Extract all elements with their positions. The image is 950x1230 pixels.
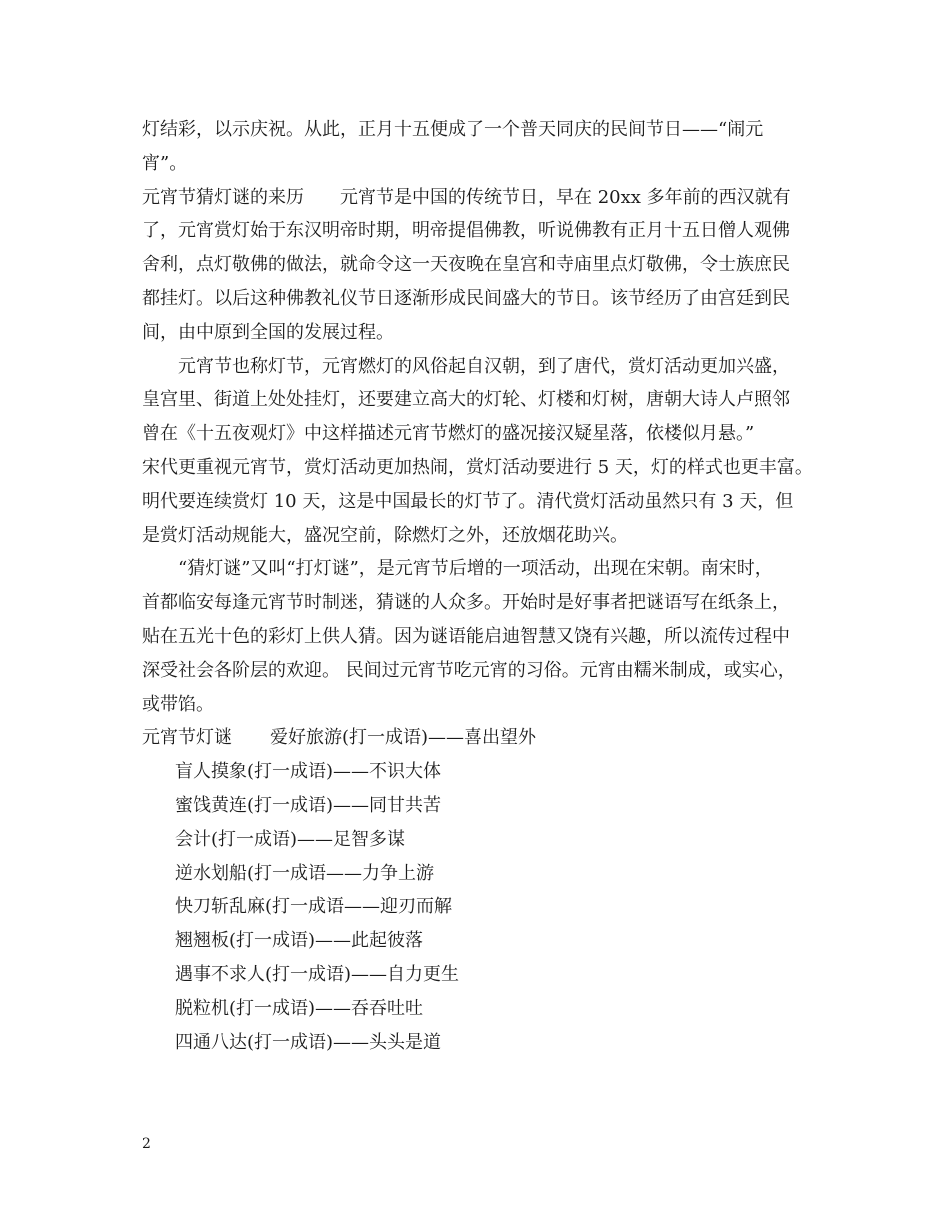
riddle-item: 爱好旅游(打一成语)——喜出望外 xyxy=(270,727,537,749)
riddle-item: 盲人摸象(打一成语)——不识大体 xyxy=(175,761,442,783)
riddle-item: 快刀斩乱麻(打一成语——迎刃而解 xyxy=(175,896,453,918)
document-body xyxy=(142,113,827,1059)
text-line: 灯结彩，以示庆祝。从此，正月十五便成了一个普天同庆的民间节日——“闹元 xyxy=(142,119,764,140)
riddle-item: 蜜饯黄连(打一成语)——同甘共苦 xyxy=(175,794,442,816)
text-line: 明代要连续赏灯 10 天，这是中国最长的灯节了。清代赏灯活动虽然只有 3 天，但 xyxy=(142,490,794,512)
text-line: 宵”。 xyxy=(142,152,188,174)
text-line: 是赏灯活动规能大，盛况空前，除燃灯之外，还放烟花助兴。 xyxy=(142,524,628,546)
riddle-item: 翘翘板(打一成语)——此起彼落 xyxy=(175,930,424,952)
text-line: 舍利，点灯敬佛的做法，就命令这一天夜晚在皇宫和寺庙里点灯敬佛，令士族庶民 xyxy=(142,254,790,276)
riddles-heading: 元宵节灯谜 xyxy=(142,727,232,749)
text-line: 曾在《十五夜观灯》中这样描述元宵节燃灯的盛况接汉疑星落，依楼似月悬。” xyxy=(142,423,755,445)
text-line: 或带馅。 xyxy=(142,693,214,715)
text-line: 首都临安每逢元宵节时制迷，猜谜的人众多。开始时是好事者把谜语写在纸条上， xyxy=(142,592,790,614)
riddle-item: 逆水划船(打一成语——力争上游 xyxy=(175,862,435,884)
text-line: 贴在五光十色的彩灯上供人猜。因为谜语能启迪智慧又饶有兴趣，所以流传过程中 xyxy=(142,625,790,647)
text-line: 元宵节也称灯节，元宵燃灯的风俗起自汉朝，到了唐代，赏灯活动更加兴盛， xyxy=(178,355,790,377)
text-line: “猜灯谜”又叫“打灯谜”，是元宵节后增的一项活动，出现在宋朝。南宋时， xyxy=(178,558,773,580)
riddles-first-line xyxy=(142,721,827,755)
text-line: 深受社会各阶层的欢迎。 民间过元宵节吃元宵的习俗。元宵由糯米制成，或实心， xyxy=(142,659,796,681)
text-line: 宋代更重视元宵节，赏灯活动更加热闹，赏灯活动要进行 5 天，灯的样式也更丰富。 xyxy=(142,456,813,478)
text-line: 间，由中原到全国的发展过程。 xyxy=(142,321,394,343)
riddle-item: 四通八达(打一成语)——头头是道 xyxy=(175,1031,442,1053)
riddle-item: 遇事不求人(打一成语)——自力更生 xyxy=(175,963,460,985)
origin-first-line xyxy=(142,181,827,215)
riddle-item: 会计(打一成语)——足智多谋 xyxy=(175,828,406,850)
riddle-item: 脱粒机(打一成语)——吞吞吐吐 xyxy=(175,997,424,1019)
origin-heading: 元宵节猜灯谜的来历 xyxy=(142,186,304,208)
text-line: 都挂灯。以后这种佛教礼仪节日逐渐形成民间盛大的节日。该节经历了由宫廷到民 xyxy=(142,287,790,309)
text-line: 了，元宵赏灯始于东汉明帝时期，明帝提倡佛教，听说佛教有正月十五日僧人观佛 xyxy=(142,220,790,242)
text-line: 元宵节是中国的传统节日，早在 20xx 多年前的西汉就有 xyxy=(340,186,791,208)
page-number: 2 xyxy=(142,1136,151,1152)
text-line: 皇宫里、街道上处处挂灯，还要建立高大的灯轮、灯楼和灯树，唐朝大诗人卢照邻 xyxy=(142,389,790,411)
